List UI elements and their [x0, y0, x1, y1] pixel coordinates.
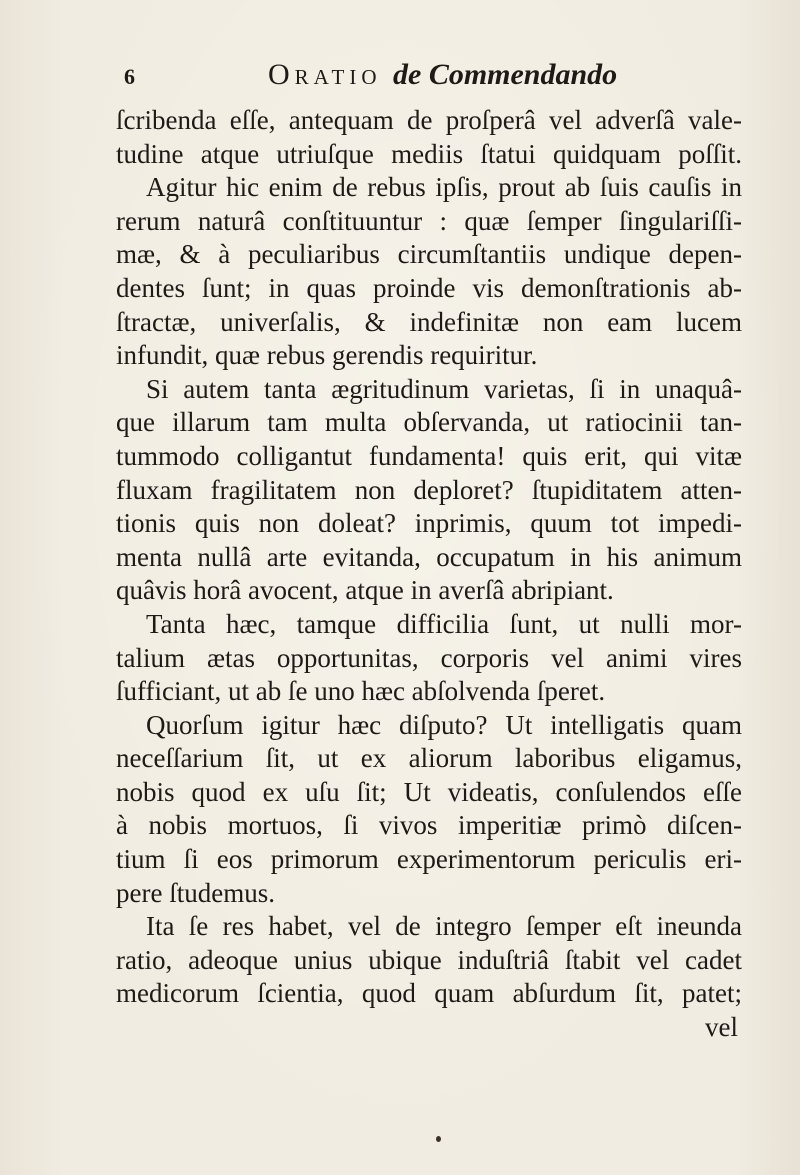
text-line: Quorſum igitur hæc diſputo? Ut intelligatis quam	[146, 709, 742, 740]
ink-speck	[436, 1136, 441, 1142]
text-line: Ita ſe res habet, vel de integro ſemper eſt ineunda	[146, 911, 742, 942]
text-line: tummodo colligantut fundamenta! quis erit, qui vitæ	[116, 440, 742, 471]
header-title	[268, 58, 617, 92]
text-line: dentes ſunt; in quas proinde vis demonſtrationis ab-	[116, 272, 742, 303]
running-head	[118, 58, 738, 98]
text-line: quâvis horâ avocent, atque in averſâ abripiant.	[116, 575, 614, 606]
header-title-italic: de Commendando	[393, 58, 618, 91]
page-number: 6	[124, 64, 135, 89]
header-title-smallcaps: Oratio	[268, 58, 382, 91]
text-line: fluxam fragilitatem non deploret? ſtupiditatem atten-	[116, 474, 742, 505]
text-line: Si autem tanta ægritudinum varietas, ſi in unaquâ-	[146, 373, 742, 404]
body-text	[116, 104, 742, 1045]
text-line: nobis quod ex uſu ſit; Ut videatis, conſulendos eſſe	[116, 776, 742, 807]
text-line: ratio, adeoque unius ubique induſtriâ ſtabit vel cadet	[116, 944, 742, 975]
text-line: Tanta hæc, tamque difficilia ſunt, ut nulli mor-	[146, 608, 742, 639]
text-line: que illarum tam multa obſervanda, ut ratiocinii tan-	[116, 407, 742, 438]
text-line: tium ſi eos primorum experimentorum periculis eri-	[116, 844, 742, 875]
catchword: vel	[705, 1012, 738, 1043]
text-line: ſtractæ, univerſalis, & indefinitæ non eam lucem	[116, 306, 742, 337]
text-line: medicorum ſcientia, quod quam abſurdum ſit, patet;	[116, 978, 742, 1009]
text-line: ſufficiant, ut ab ſe uno hæc abſolvenda ſperet.	[116, 676, 606, 707]
text-line: mæ, & à peculiaribus circumſtantiis undique depen-	[116, 239, 742, 270]
text-line: à nobis mortuos, ſi vivos imperitiæ primò diſcen-	[116, 810, 742, 841]
text-line: Agitur hic enim de rebus ipſis, prout ab ſuis cauſis in	[146, 172, 742, 203]
text-line: menta nullâ arte evitanda, occupatum in his animum	[116, 541, 742, 572]
text-line: pere ſtudemus.	[116, 877, 275, 908]
text-line: talium ætas opportunitas, corporis vel animi vires	[116, 642, 742, 673]
text-line: infundit, quæ rebus gerendis requiritur.	[116, 340, 538, 371]
text-line: tudine atque utriuſque mediis ſtatui quidquam poſſit.	[116, 138, 742, 169]
text-line: rerum naturâ conſtituuntur : quæ ſemper ſingulariſſi-	[116, 205, 742, 236]
text-line: tionis quis non doleat? inprimis, quum tot impedi-	[116, 508, 742, 539]
text-line: neceſſarium ſit, ut ex aliorum laboribus eligamus,	[116, 743, 742, 774]
text-line: ſcribenda eſſe, antequam de proſperâ vel adverſâ vale-	[116, 105, 742, 135]
